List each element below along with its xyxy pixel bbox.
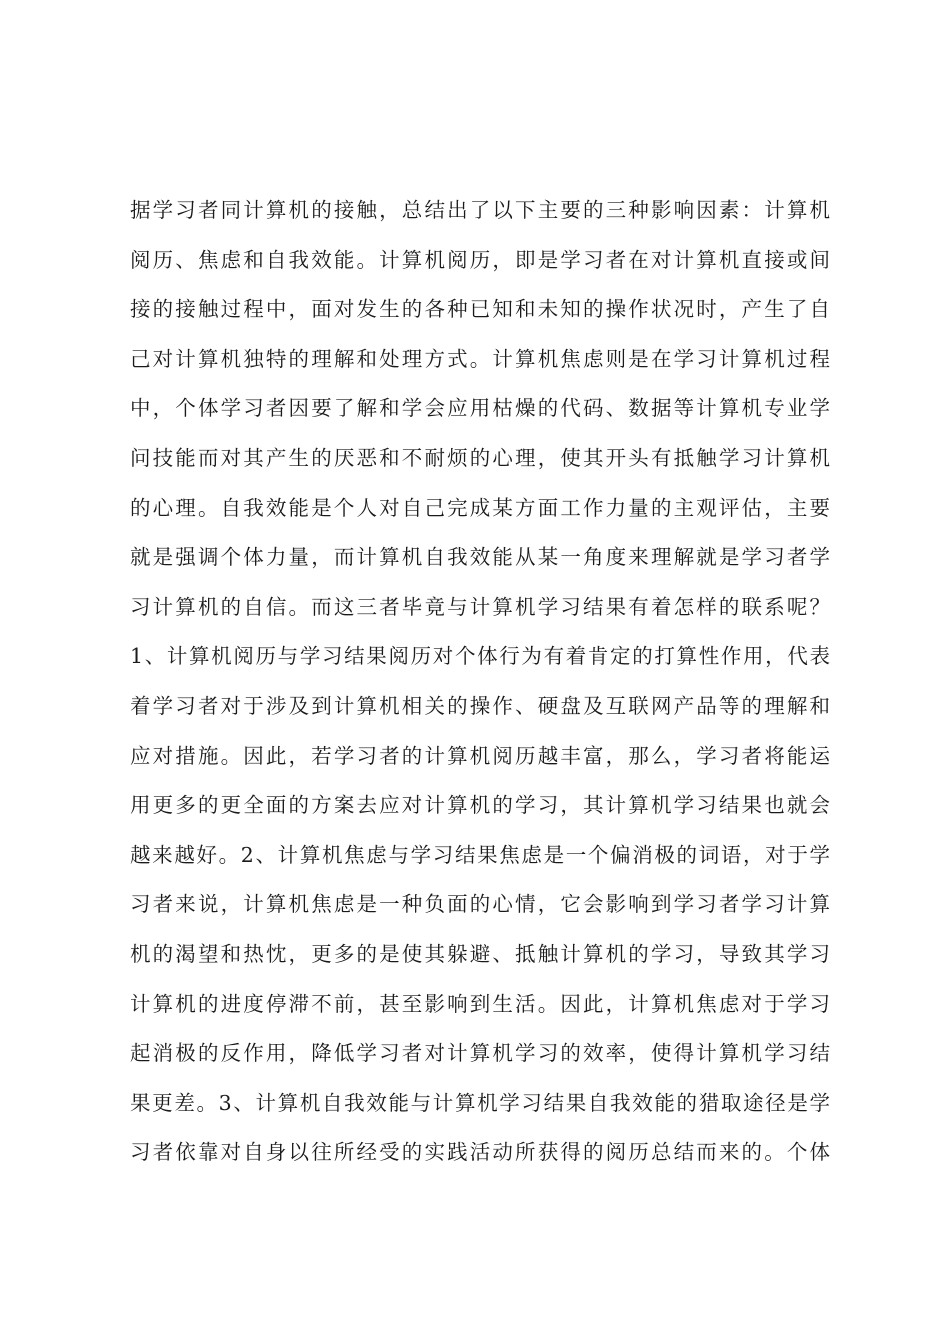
- text-line: 的心理。自我效能是个人对自己完成某方面工作力量的主观评估，主要: [130, 495, 830, 520]
- text-line: 果更差。3、计算机自我效能与计算机学习结果自我效能的猎取途径是学: [130, 1090, 830, 1115]
- text-line: 己对计算机独特的理解和处理方式。计算机焦虑则是在学习计算机过程: [130, 346, 830, 371]
- text-line: 问技能而对其产生的厌恶和不耐烦的心理，使其开头有抵触学习计算机: [130, 445, 830, 470]
- text-line: 应对措施。因此，若学习者的计算机阅历越丰富，那么，学习者将能运: [130, 743, 830, 768]
- text-line: 习者依靠对自身以往所经受的实践活动所获得的阅历总结而来的。个体: [130, 1140, 830, 1165]
- body-paragraph: [130, 186, 830, 1178]
- text-line: 习计算机的自信。而这三者毕竟与计算机学习结果有着怎样的联系呢？: [130, 594, 830, 619]
- text-line: 1、计算机阅历与学习结果阅历对个体行为有着肯定的打算性作用，代表: [130, 644, 830, 669]
- text-line: 着学习者对于涉及到计算机相关的操作、硬盘及互联网产品等的理解和: [130, 693, 830, 718]
- text-line: 接的接触过程中，面对发生的各种已知和未知的操作状况时，产生了自: [130, 297, 830, 322]
- text-line: 越来越好。2、计算机焦虑与学习结果焦虑是一个偏消极的词语，对于学: [130, 842, 830, 867]
- text-line: 用更多的更全面的方案去应对计算机的学习，其计算机学习结果也就会: [130, 793, 830, 818]
- text-line: 计算机的进度停滞不前，甚至影响到生活。因此，计算机焦虑对于学习: [130, 991, 830, 1016]
- text-line: 起消极的反作用，降低学习者对计算机学习的效率，使得计算机学习结: [130, 1041, 830, 1066]
- text-line: 据学习者同计算机的接触，总结出了以下主要的三种影响因素：计算机: [130, 198, 830, 222]
- text-line: 中，个体学习者因要了解和学会应用枯燥的代码、数据等计算机专业学: [130, 396, 830, 421]
- text-line: 就是强调个体力量，而计算机自我效能从某一角度来理解就是学习者学: [130, 545, 830, 570]
- text-line: 习者来说，计算机焦虑是一种负面的心情，它会影响到学习者学习计算: [130, 892, 830, 917]
- text-line: 阅历、焦虑和自我效能。计算机阅历，即是学习者在对计算机直接或间: [130, 247, 830, 272]
- text-line: 机的渴望和热忱，更多的是使其躲避、抵触计算机的学习，导致其学习: [130, 941, 830, 966]
